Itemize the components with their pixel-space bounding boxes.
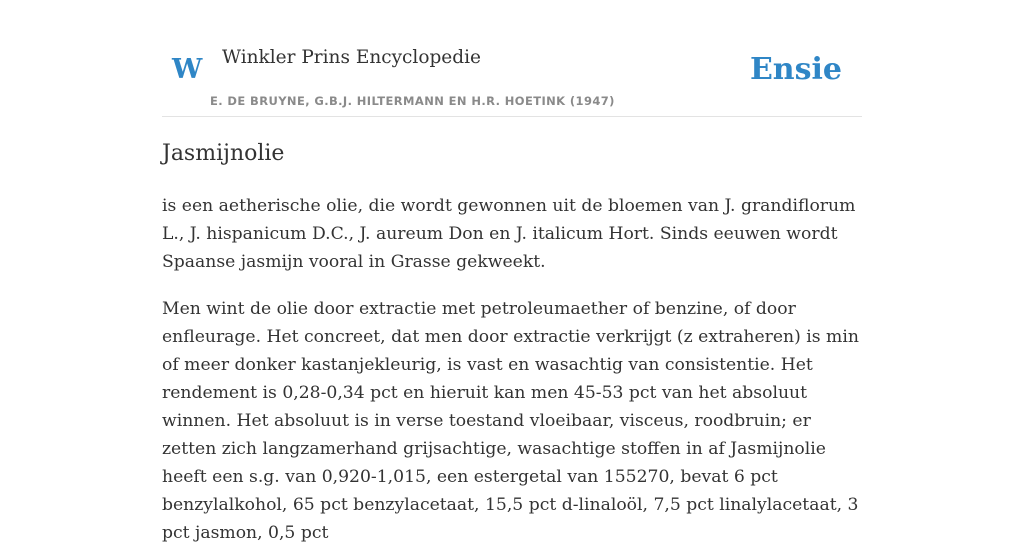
article [162,138,862,547]
article-title: Jasmijnolie [162,141,285,166]
article-paragraph: is een aetherische olie, die wordt gewonnen uit de bloemen van J. grandiflorum L., J. hispanicum D.C., J. aureum Don en J. italicum Hort. Sinds eeuwen wordt Spaanse jasmijn vooral in Grasse gekweekt. [162,196,856,272]
site-header [162,0,862,117]
winkler-prins-logo[interactable]: W [172,54,203,85]
source-authors: E. DE BRUYNE, G.B.J. HILTERMANN EN H.R. HOETINK (1947) [210,94,615,108]
source-title[interactable]: Winkler Prins Encyclopedie [222,47,481,68]
ensie-logo[interactable]: Ensie [749,52,842,87]
article-paragraph: Men wint de olie door extractie met petroleumaether of benzine, of door enfleurage. Het concreet, dat men door extractie verkrijgt (z extraheren) is min of meer donker kastanjekleurig, is vast en wasachtig van consistentie. Het rendement is 0,28-0,34 pct en hieruit kan men 45-53 pct van het absoluut winnen. Het absoluut is in verse toestand vloeibaar, visceus, roodbruin; er zetten zich langzamerhand grijsachtige, wasachtige stoffen in af Jasmijnolie heeft een s.g. van 0,920-1,015, een estergetal van 155270, bevat 6 pct benzylalkohol, 65 pct benzylacetaat, 15,5 pct d-linaloöl, 7,5 pct linalylacetaat, 3 pct jasmon, 0,5 pct [162,299,859,543]
